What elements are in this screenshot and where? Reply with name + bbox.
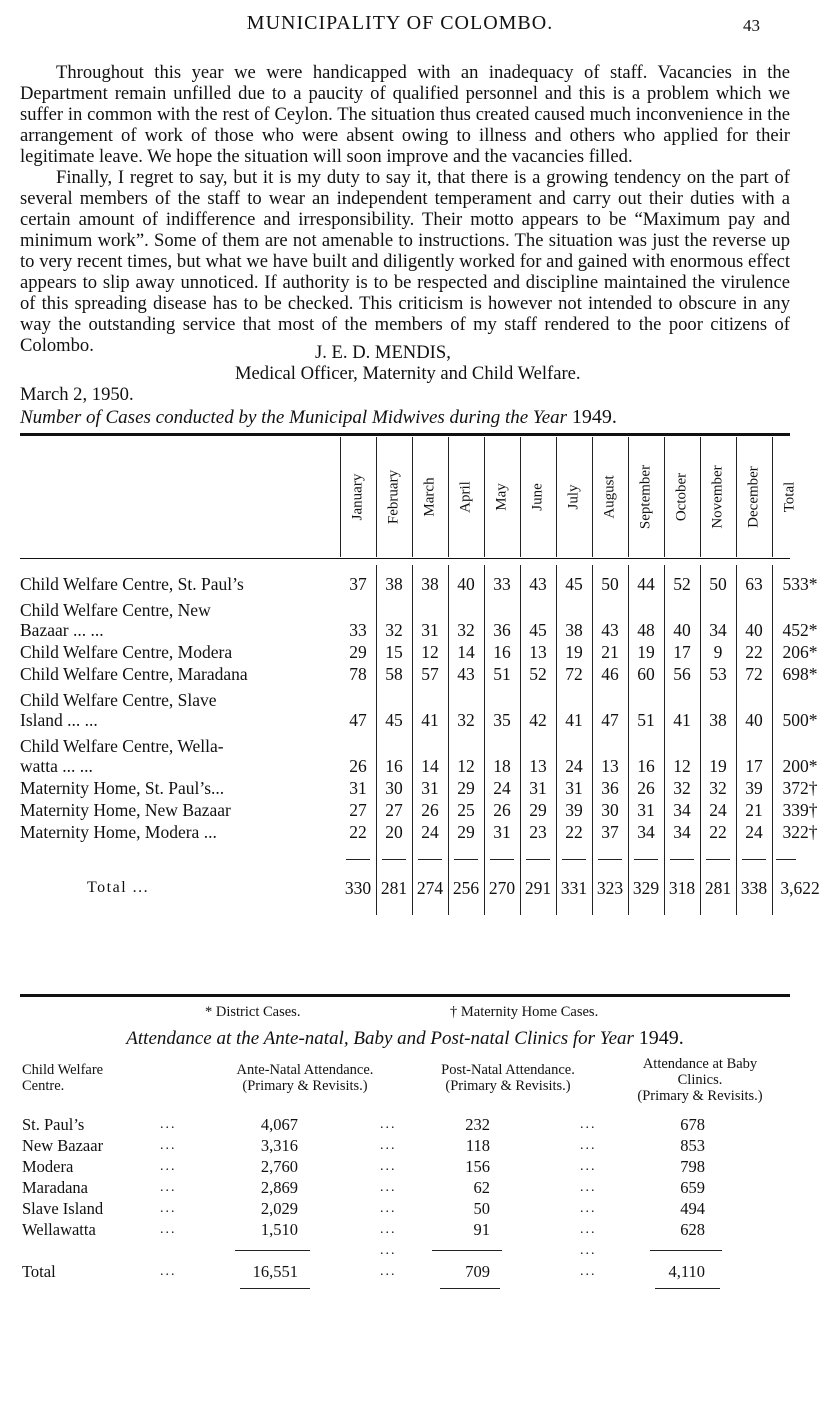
month-header-label: June <box>529 483 546 511</box>
table1-cell: 32 <box>457 620 475 640</box>
table1-cell: 13 <box>601 756 619 776</box>
leader-dots: ... <box>380 1159 397 1174</box>
attendance-centre: Wellawatta <box>22 1220 96 1239</box>
table1-data-column-rule <box>592 565 593 915</box>
table1-cell: 48 <box>637 620 655 640</box>
table1-row-label <box>20 822 340 842</box>
table1-cell: 56 <box>673 664 691 684</box>
table1-cell: 12 <box>421 642 439 662</box>
table1-row-label <box>20 736 340 776</box>
month-header-11 <box>739 437 769 557</box>
table1-total-cell: 330 <box>344 878 372 898</box>
table1-cell: 33 <box>349 620 367 640</box>
table1-column-rule <box>628 437 629 557</box>
table1-cell: 72 <box>745 664 763 684</box>
leader-dots: ... <box>160 1117 177 1132</box>
table1-cell: 19 <box>709 756 727 776</box>
table1-cell: 37 <box>349 574 367 594</box>
table1-total-cell: 281 <box>380 878 408 898</box>
table1-cell: 322† <box>782 822 818 842</box>
month-header-label: May <box>493 483 510 511</box>
table1-cell: 29 <box>457 822 475 842</box>
table1-data-column-rule <box>376 565 377 915</box>
row-label-line: watta ... ... <box>20 756 93 776</box>
table1-cell: 45 <box>565 574 583 594</box>
table1-data-column-rule <box>520 565 521 915</box>
row-label-line: Island ... ... <box>20 710 98 730</box>
post-natal-value: 118 <box>465 1136 490 1155</box>
table1-data-column-rule <box>700 565 701 915</box>
table1-cell: 30 <box>601 800 619 820</box>
table1-cell: 32 <box>385 620 403 640</box>
month-header-8 <box>631 437 661 557</box>
table1-cell: 24 <box>493 778 511 798</box>
table1-total-cell: 318 <box>668 878 696 898</box>
table1-cell: 31 <box>637 800 655 820</box>
table1-cell: 53 <box>709 664 727 684</box>
table1-cell: 26 <box>493 800 511 820</box>
ante-natal-value: 4,067 <box>260 1115 298 1134</box>
table1-total-cell: 274 <box>416 878 444 898</box>
ante-natal-total: 16,551 <box>252 1262 298 1281</box>
table1-column-rule <box>340 437 341 557</box>
leader-dots: ... <box>580 1222 597 1237</box>
month-header-label: August <box>601 475 618 519</box>
table1-cell: 34 <box>709 620 727 640</box>
leader-dots: ... <box>160 1222 177 1237</box>
leader-dots: ... <box>160 1201 177 1216</box>
leader-dots: ... <box>160 1180 177 1195</box>
leader-dots: ... <box>580 1243 597 1258</box>
row-label-line: Child Welfare Centre, Slave <box>20 690 217 710</box>
table1-cell: 19 <box>565 642 583 662</box>
table1-sum-rule <box>562 859 586 860</box>
table1-bottom-rule <box>20 994 790 997</box>
month-header-9 <box>667 437 697 557</box>
table1-year: 1949. <box>571 406 617 428</box>
table1-cell: 43 <box>529 574 547 594</box>
table1-data-column-rule <box>412 565 413 915</box>
month-header-label: December <box>745 466 762 528</box>
table1-cell: 31 <box>529 778 547 798</box>
table1-total-cell: 338 <box>740 878 768 898</box>
table1-cell: 26 <box>637 778 655 798</box>
baby-clinic-value: 628 <box>680 1220 705 1239</box>
month-header-label: March <box>421 477 438 517</box>
table1-cell: 45 <box>529 620 547 640</box>
table1-cell: 31 <box>421 620 439 640</box>
table1-cell: 35 <box>493 710 511 730</box>
month-header-6 <box>559 437 589 557</box>
post-natal-value: 91 <box>473 1220 490 1239</box>
leader-dots: ... <box>380 1222 397 1237</box>
table1-cell: 16 <box>493 642 511 662</box>
table1-data-column-rule <box>736 565 737 915</box>
table1-data-column-rule <box>664 565 665 915</box>
table1-cell: 42 <box>529 710 547 730</box>
body-text <box>20 62 790 356</box>
leader-dots: ... <box>160 1138 177 1153</box>
baby-clinic-value: 853 <box>680 1136 705 1155</box>
table1-total-cell: 256 <box>452 878 480 898</box>
table1-cell: 45 <box>385 710 403 730</box>
table1-cell: 24 <box>565 756 583 776</box>
ante-natal-value: 2,029 <box>260 1199 298 1218</box>
table1-header-rule <box>20 558 790 559</box>
row-label-line: Maternity Home, Modera ... <box>20 822 217 842</box>
table1-cell: 24 <box>745 822 763 842</box>
table1-cell: 63 <box>745 574 763 594</box>
table1-cell: 14 <box>421 756 439 776</box>
table1-sum-rule <box>598 859 622 860</box>
baby-clinic-value: 494 <box>680 1199 705 1218</box>
leader-dots: ... <box>380 1264 397 1279</box>
baby-clinic-value: 798 <box>680 1157 705 1176</box>
table1-cell: 16 <box>385 756 403 776</box>
table1-cell: 372† <box>782 778 818 798</box>
attendance-centre: New Bazaar <box>22 1136 104 1155</box>
table1-cell: 206* <box>782 642 818 662</box>
table1-cell: 12 <box>673 756 691 776</box>
table1-row-label <box>20 690 340 730</box>
table1-row-label <box>20 642 340 662</box>
leader-dots: ... <box>160 1264 177 1279</box>
table1-sum-rule <box>670 859 694 860</box>
table1-cell: 47 <box>349 710 367 730</box>
table1-cell: 39 <box>745 778 763 798</box>
table1-cell: 40 <box>673 620 691 640</box>
row-label-line: Bazaar ... ... <box>20 620 104 640</box>
table1-cell: 18 <box>493 756 511 776</box>
table1-cell: 36 <box>601 778 619 798</box>
table1-cell: 17 <box>745 756 763 776</box>
table1-cell: 27 <box>349 800 367 820</box>
sum-rule-ante <box>235 1250 310 1251</box>
bottom-rule-baby <box>655 1288 720 1289</box>
table1-column-rule <box>556 437 557 557</box>
table1-cell: 25 <box>457 800 475 820</box>
table1-row-label <box>20 600 340 640</box>
table1-cell: 78 <box>349 664 367 684</box>
table1-cell: 52 <box>673 574 691 594</box>
signature-date: March 2, 1950. <box>20 384 134 405</box>
leader-dots: ... <box>380 1243 397 1258</box>
month-header-label: September <box>637 464 654 530</box>
table1-cell: 38 <box>421 574 439 594</box>
month-header-label: July <box>565 484 582 510</box>
table1-column-rule <box>700 437 701 557</box>
table1-cell: 26 <box>421 800 439 820</box>
month-header-12 <box>775 437 805 557</box>
ante-natal-value: 1,510 <box>260 1220 298 1239</box>
attendance-centre: Slave Island <box>22 1199 104 1218</box>
leader-dots: ... <box>580 1138 597 1153</box>
table1-cell: 37 <box>601 822 619 842</box>
row-label-line: Child Welfare Centre, Modera <box>20 642 233 662</box>
post-natal-value: 50 <box>473 1199 490 1218</box>
table1-sum-rule <box>742 859 766 860</box>
table1-sum-rule <box>454 859 478 860</box>
table1-column-rule <box>484 437 485 557</box>
signature-name: J. E. D. MENDIS, <box>315 342 451 363</box>
month-header-3 <box>451 437 481 557</box>
table1-cell: 17 <box>673 642 691 662</box>
table1-sum-rule <box>706 859 730 860</box>
sum-rule-baby <box>650 1250 722 1251</box>
table1-cell: 24 <box>421 822 439 842</box>
table1-cell: 50 <box>709 574 727 594</box>
month-header-10 <box>703 437 733 557</box>
table1-cell: 26 <box>349 756 367 776</box>
table1-cell: 200* <box>782 756 818 776</box>
table1-cell: 24 <box>709 800 727 820</box>
table1-cell: 14 <box>457 642 475 662</box>
header-baby-clinics: Attendance at Baby Clinics. (Primary & Revisits.) <box>637 1056 763 1104</box>
table1-cell: 31 <box>421 778 439 798</box>
table1-cell: 29 <box>529 800 547 820</box>
table1-cell: 13 <box>529 756 547 776</box>
table1-cell: 500* <box>782 710 818 730</box>
leader-dots: ... <box>380 1201 397 1216</box>
table1-cell: 51 <box>493 664 511 684</box>
table1-cell: 33 <box>493 574 511 594</box>
table1-row-label <box>20 664 340 684</box>
table1-column-rule <box>592 437 593 557</box>
table1-cell: 41 <box>565 710 583 730</box>
ante-natal-value: 2,760 <box>260 1157 298 1176</box>
table1-total-cell: 3,622 <box>780 878 820 898</box>
table1-cell: 44 <box>637 574 655 594</box>
table1-cell: 20 <box>385 822 403 842</box>
table1-column-rule <box>736 437 737 557</box>
table1-cell: 57 <box>421 664 439 684</box>
header-centre: Child Welfare Centre. <box>22 1062 104 1094</box>
table1-cell: 31 <box>565 778 583 798</box>
leader-dots: ... <box>580 1180 597 1195</box>
ante-natal-value: 2,869 <box>260 1178 298 1197</box>
row-label-line: Child Welfare Centre, St. Paul’s <box>20 574 244 594</box>
table1-sum-rule <box>526 859 550 860</box>
page-number: 43 <box>743 16 760 35</box>
table1-cell: 38 <box>709 710 727 730</box>
table1-cell: 22 <box>745 642 763 662</box>
month-header-label: October <box>673 472 690 522</box>
table1-total-cell: 323 <box>596 878 624 898</box>
table1-row-label <box>20 800 340 820</box>
table1-column-rule <box>448 437 449 557</box>
table1-cell: 51 <box>637 710 655 730</box>
table1-column-rule <box>664 437 665 557</box>
attendance-centre: Modera <box>22 1157 74 1176</box>
table1-title <box>20 406 790 429</box>
table1-cell: 40 <box>457 574 475 594</box>
table1-total-cell: 270 <box>488 878 516 898</box>
table1-cell: 52 <box>529 664 547 684</box>
table1-column-rule <box>772 437 773 557</box>
leader-dots: ... <box>580 1264 597 1279</box>
table1-cell: 46 <box>601 664 619 684</box>
table1-sum-rule <box>418 859 442 860</box>
table1-sum-rule <box>490 859 514 860</box>
table1-cell: 27 <box>385 800 403 820</box>
table1-cell: 21 <box>601 642 619 662</box>
month-header-label: April <box>457 481 474 513</box>
table1-cell: 533* <box>782 574 818 594</box>
table1-data-column-rule <box>556 565 557 915</box>
table1-row-label <box>20 778 340 798</box>
table1-cell: 19 <box>637 642 655 662</box>
table1-cell: 36 <box>493 620 511 640</box>
sum-rule-post <box>432 1250 502 1251</box>
table1-total-cell: 331 <box>560 878 588 898</box>
month-header-7 <box>595 437 625 557</box>
table1-cell: 34 <box>673 822 691 842</box>
table1-column-rule <box>520 437 521 557</box>
table1-cell: 47 <box>601 710 619 730</box>
table1-data-column-rule <box>484 565 485 915</box>
table1-cell: 29 <box>349 642 367 662</box>
table1-cell: 15 <box>385 642 403 662</box>
footnote-maternity: † Maternity Home Cases. <box>450 1004 599 1020</box>
table1-cell: 38 <box>385 574 403 594</box>
table1-cell: 22 <box>709 822 727 842</box>
table1-top-rule <box>20 433 790 436</box>
table1-cell: 43 <box>457 664 475 684</box>
month-header-label: Total <box>781 481 798 513</box>
table2-year: 1949. <box>638 1027 684 1049</box>
table1-cell: 16 <box>637 756 655 776</box>
table2-title <box>20 1027 790 1050</box>
table1-data-column-rule <box>628 565 629 915</box>
table1-cell: 21 <box>745 800 763 820</box>
table1-cell: 50 <box>601 574 619 594</box>
table1-cell: 29 <box>457 778 475 798</box>
attendance-centre: Maradana <box>22 1178 88 1197</box>
leader-dots: ... <box>580 1159 597 1174</box>
table1-column-rule <box>412 437 413 557</box>
table1-cell: 58 <box>385 664 403 684</box>
table1-total-cell: 329 <box>632 878 660 898</box>
month-header-label: February <box>385 469 402 525</box>
table1-total-label: Total ... <box>87 879 150 896</box>
month-header-2 <box>415 437 445 557</box>
month-header-1 <box>379 437 409 557</box>
signature-block <box>20 342 790 405</box>
leader-dots: ... <box>380 1117 397 1132</box>
row-label-line: Maternity Home, St. Paul’s... <box>20 778 225 798</box>
table1-cell: 60 <box>637 664 655 684</box>
baby-clinic-total: 4,110 <box>668 1262 705 1281</box>
table1-cell: 22 <box>565 822 583 842</box>
leader-dots: ... <box>580 1201 597 1216</box>
month-header-label: January <box>349 473 366 521</box>
post-natal-value: 232 <box>465 1115 490 1134</box>
table1-cell: 12 <box>457 756 475 776</box>
table1-cell: 38 <box>565 620 583 640</box>
month-header-0 <box>343 437 373 557</box>
header-post-natal: Post-Natal Attendance. (Primary & Revisits.) <box>441 1062 575 1094</box>
baby-clinic-value: 659 <box>680 1178 705 1197</box>
attendance-total-label: Total <box>22 1262 56 1281</box>
post-natal-value: 156 <box>465 1157 490 1176</box>
footnote-district: * District Cases. <box>205 1004 301 1020</box>
table1-cell: 32 <box>673 778 691 798</box>
table1-cell: 34 <box>637 822 655 842</box>
table1-cell: 31 <box>349 778 367 798</box>
table1-cell: 32 <box>709 778 727 798</box>
bottom-rule-ante <box>240 1288 310 1289</box>
row-label-line: Maternity Home, New Bazaar <box>20 800 231 820</box>
table1-data-column-rule <box>772 565 773 915</box>
leader-dots: ... <box>160 1159 177 1174</box>
table1-row-label <box>20 574 340 594</box>
table1-total-cell: 291 <box>524 878 552 898</box>
running-title: MUNICIPALITY OF COLOMBO. <box>246 12 554 34</box>
table1-cell: 22 <box>349 822 367 842</box>
row-label-line: Child Welfare Centre, Wella- <box>20 736 224 756</box>
table1-cell: 698* <box>782 664 818 684</box>
table1-data-column-rule <box>448 565 449 915</box>
table1-cell: 452* <box>782 620 818 640</box>
paragraph-2: Finally, I regret to say, but it is my duty to say it, that there is a growing tendency on the part of several members of the staff to wear an independent temperament and carry out their duties with a certain amount of indifference and irresponsibility. Their motto appears to be “Maximum pay and minimum work”. Some of them are not amenable to instructions. The situation was just the reverse up to very recent times, but what we have built and diligently worked for and gained with enormous effect appears to slip away unnoticed. If authority is to be respected and discipline maintained the virulence of this spreading disease has to be checked. This criticism is however not intended to obscure in any way the outstanding service that most of the members of my staff rendered to the poor citizens of Colombo. <box>20 167 790 356</box>
table1-cell: 9 <box>713 642 723 662</box>
table1-cell: 40 <box>745 620 763 640</box>
table1-cell: 72 <box>565 664 583 684</box>
bottom-rule-post <box>440 1288 500 1289</box>
month-header-4 <box>487 437 517 557</box>
table1-title-text: Number of Cases conducted by the Municipal Midwives during the Year <box>20 407 568 428</box>
table1-cell: 32 <box>457 710 475 730</box>
table1-column-rule <box>376 437 377 557</box>
month-header-5 <box>523 437 553 557</box>
table1-cell: 23 <box>529 822 547 842</box>
signature-title: Medical Officer, Maternity and Child Welfare. <box>235 363 581 384</box>
leader-dots: ... <box>580 1117 597 1132</box>
post-natal-value: 62 <box>473 1178 490 1197</box>
table1-cell: 31 <box>493 822 511 842</box>
baby-clinic-value: 678 <box>680 1115 705 1134</box>
table1-cell: 40 <box>745 710 763 730</box>
table1-total-cell: 281 <box>704 878 732 898</box>
table1-sum-rule <box>382 859 406 860</box>
table1-cell: 41 <box>673 710 691 730</box>
table1-cell: 339† <box>782 800 818 820</box>
paragraph-1: Throughout this year we were handicapped with an inadequacy of staff. Vacancies in the Department remain unfilled due to a paucity of qualified personnel and this is a problem which we suffer in common with the rest of Ceylon. The situation thus created caused much inconvenience in the arrangement of work of those who were absent owing to illness and others who applied for their legitimate leave. We hope the situation will soon improve and the vacancies filled. <box>20 62 790 167</box>
table1-cell: 13 <box>529 642 547 662</box>
leader-dots: ... <box>380 1180 397 1195</box>
table1-cell: 30 <box>385 778 403 798</box>
table1-cell: 39 <box>565 800 583 820</box>
table1-cell: 34 <box>673 800 691 820</box>
ante-natal-value: 3,316 <box>260 1136 298 1155</box>
row-label-line: Child Welfare Centre, New <box>20 600 211 620</box>
post-natal-total: 709 <box>465 1262 490 1281</box>
row-label-line: Child Welfare Centre, Maradana <box>20 664 248 684</box>
month-header-label: November <box>709 465 726 529</box>
table2-title-text: Attendance at the Ante-natal, Baby and Post-natal Clinics for Year <box>126 1028 634 1049</box>
table1-cell: 43 <box>601 620 619 640</box>
header-ante-natal: Ante-Natal Attendance. (Primary & Revisits.) <box>236 1062 374 1094</box>
table1-sum-rule <box>776 859 796 860</box>
leader-dots: ... <box>380 1138 397 1153</box>
table1-sum-rule <box>346 859 370 860</box>
attendance-centre: St. Paul’s <box>22 1115 85 1134</box>
table1-cell: 41 <box>421 710 439 730</box>
table1-sum-rule <box>634 859 658 860</box>
